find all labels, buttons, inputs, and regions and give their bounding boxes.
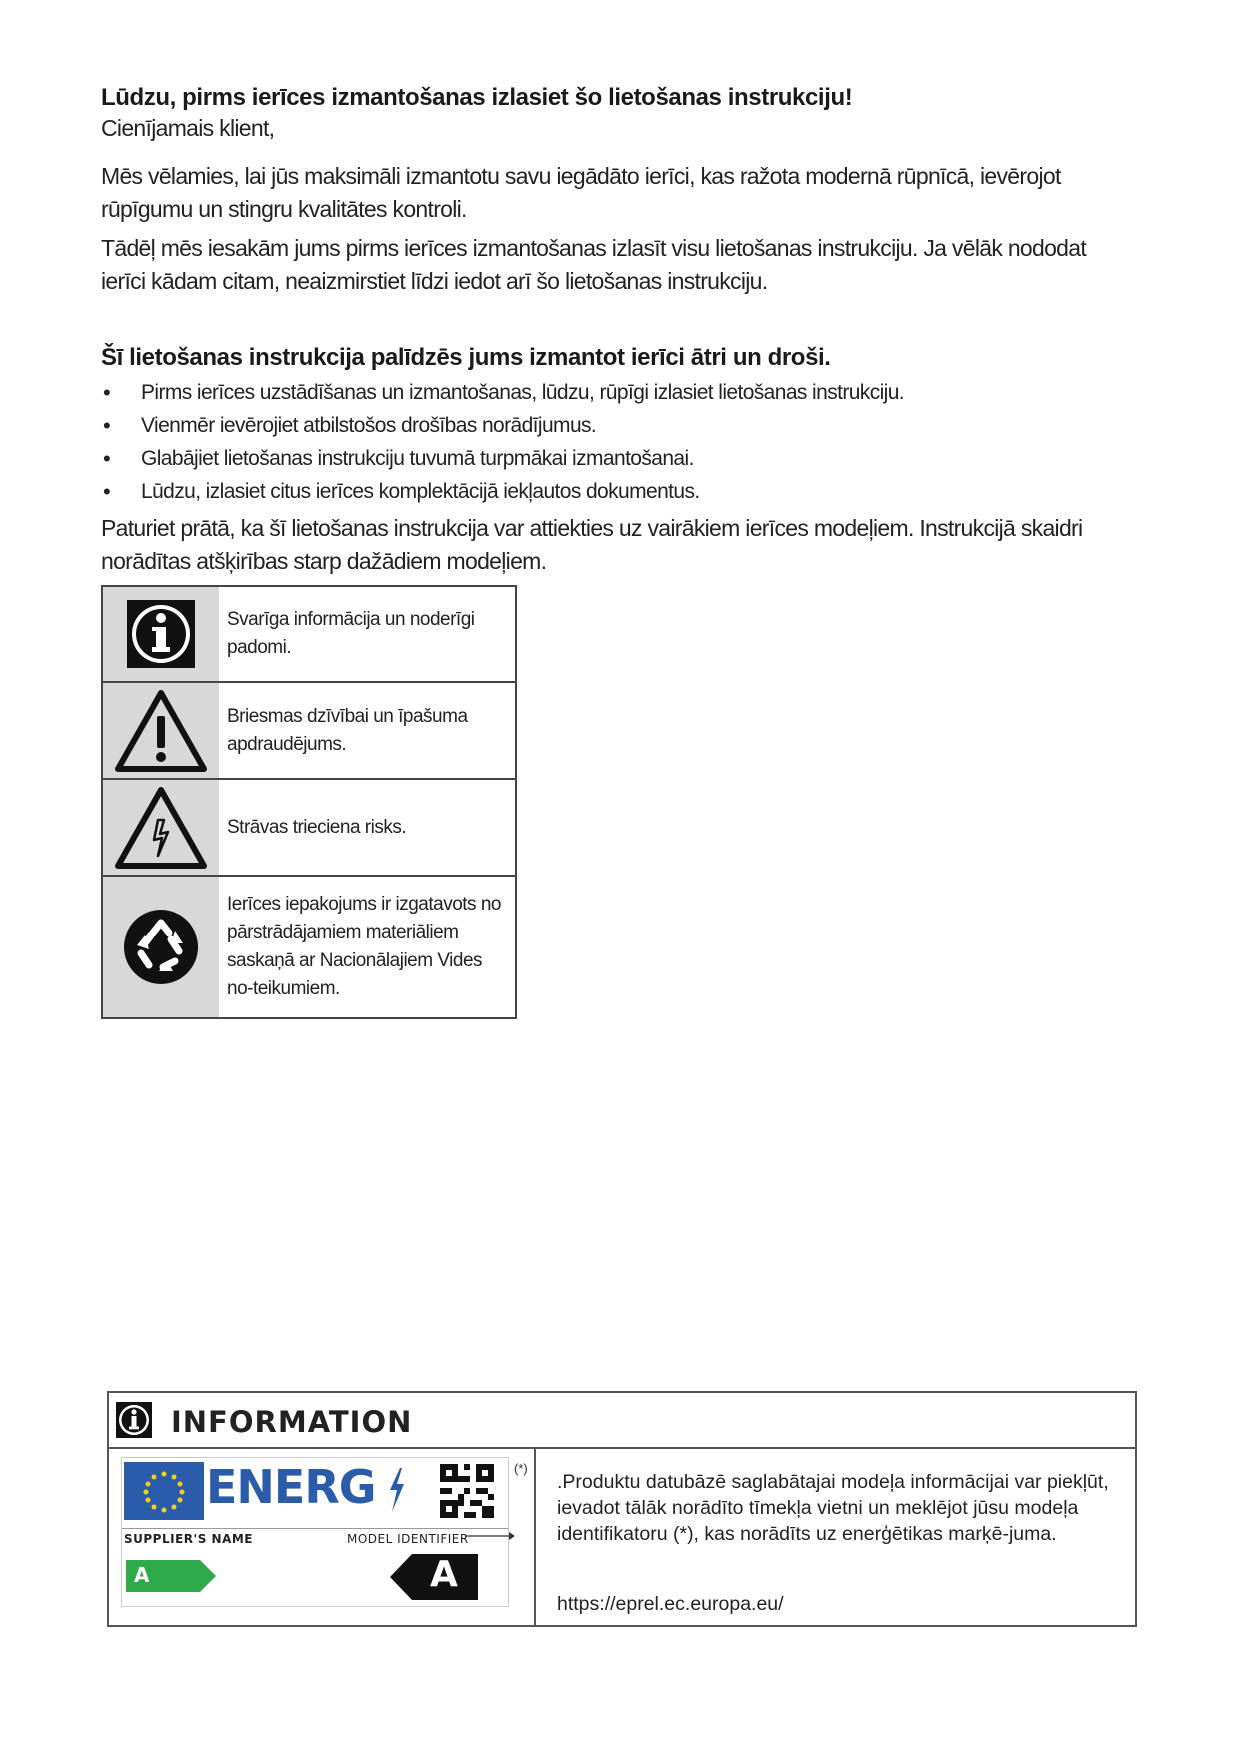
symbol-row-info: [103, 587, 515, 683]
label-rule: [122, 1528, 508, 1529]
bullet-marker: •: [103, 380, 111, 405]
model-identifier-label: MODEL IDENTIFIER: [347, 1532, 469, 1546]
eu-flag-icon: [124, 1462, 204, 1520]
info-icon: [115, 1401, 153, 1439]
warning-icon: [114, 689, 208, 773]
list-item: • Lūdzu, izlasiet citus ierīces komplektācijā iekļautos dokumentus.: [101, 475, 904, 508]
symbol-row-recycle: [103, 877, 515, 1017]
eprel-link[interactable]: https://eprel.ec.europa.eu/: [557, 1593, 784, 1615]
greeting: Cienījamais klient,: [101, 115, 275, 141]
intro-paragraph-2: Tādēļ mēs iesakām jums pirms ierīces izmantošanas izlasīt visu lietošanas instrukciju. Ja vēlāk nododat ierīci kādam citam, neaizmirstiet līdzi iedot arī šo lietošanas instrukciju.: [101, 235, 1087, 294]
asterisk-note: (*): [514, 1461, 528, 1476]
divider: [534, 1447, 536, 1625]
list-item: • Glabājiet lietošanas instrukciju tuvumā turpmākai izmantošanai.: [101, 442, 904, 475]
supplier-name-label: SUPPLIER'S NAME: [124, 1532, 253, 1546]
information-box: [107, 1391, 1137, 1627]
recycle-icon: [123, 909, 199, 985]
intro-paragraph-1: Mēs vēlamies, lai jūs maksimāli izmantotu savu iegādāto ierīci, kas ražota modernā rūpnīcā, ievērojot rūpīgumu un stingru kvalitātes kontroli.: [101, 163, 1061, 222]
energy-label-sample: [121, 1457, 509, 1607]
information-title: INFORMATION: [171, 1405, 413, 1439]
guide-bullet-list: [101, 376, 904, 508]
guide-note: Paturiet prātā, ka šī lietošanas instrukcija var attiekties uz vairākiem ierīces modeļiem. Instrukcijā skaidri norādītas atšķirības starp dažādiem modeļiem.: [101, 515, 1083, 574]
list-item: • Pirms ierīces uzstādīšanas un izmantošanas, lūdzu, rūpīgi izlasiet lietošanas instrukciju.: [101, 376, 904, 409]
information-text: .Produktu datubāzē saglabātajai modeļa informācijai var piekļūt, ievadot tālāk norādīto tīmekļa vietni un meklējot jūsu modeļa identifikatoru (*), kas norādīts uz enerģētikas marķē-juma.: [557, 1471, 1109, 1545]
symbol-row-electric: [103, 780, 515, 877]
symbol-row-warning: [103, 683, 515, 780]
pointer-arrow-icon: [465, 1531, 515, 1541]
information-header: [109, 1393, 1135, 1449]
guide-heading: Šī lietošanas instrukcija palīdzēs jums izmantot ierīci ātri un droši.: [101, 344, 831, 371]
symbol-description: Strāvas trieciena risks.: [227, 816, 407, 838]
bullet-marker: •: [103, 413, 111, 438]
bullet-marker: •: [103, 479, 111, 504]
symbol-description: Svarīga informācija un noderīgi padomi.: [227, 609, 475, 658]
lightning-icon: [388, 1468, 406, 1512]
symbol-description: Ierīces iepakojums ir izgatavots no pārstrādājamiem materiāliem saskaņā ar Nacionālajiem Vides no-teikumiem.: [227, 894, 501, 999]
efficiency-class-small: A: [134, 1563, 150, 1587]
intro-heading: Lūdzu, pirms ierīces izmantošanas izlasiet šo lietošanas instrukciju!: [101, 84, 853, 111]
symbol-description: Briesmas dzīvībai un īpašuma apdraudējums.: [227, 705, 468, 755]
energy-label-brand: ENERG: [206, 1460, 376, 1514]
info-icon: [126, 599, 196, 669]
electric-shock-icon: [114, 786, 208, 870]
efficiency-class-big: A: [430, 1554, 458, 1595]
list-item: • Vienmēr ievērojiet atbilstošos drošības norādījumus.: [101, 409, 904, 442]
symbol-legend-table: [101, 585, 517, 1019]
qr-code-icon: [440, 1464, 494, 1518]
bullet-marker: •: [103, 446, 111, 471]
